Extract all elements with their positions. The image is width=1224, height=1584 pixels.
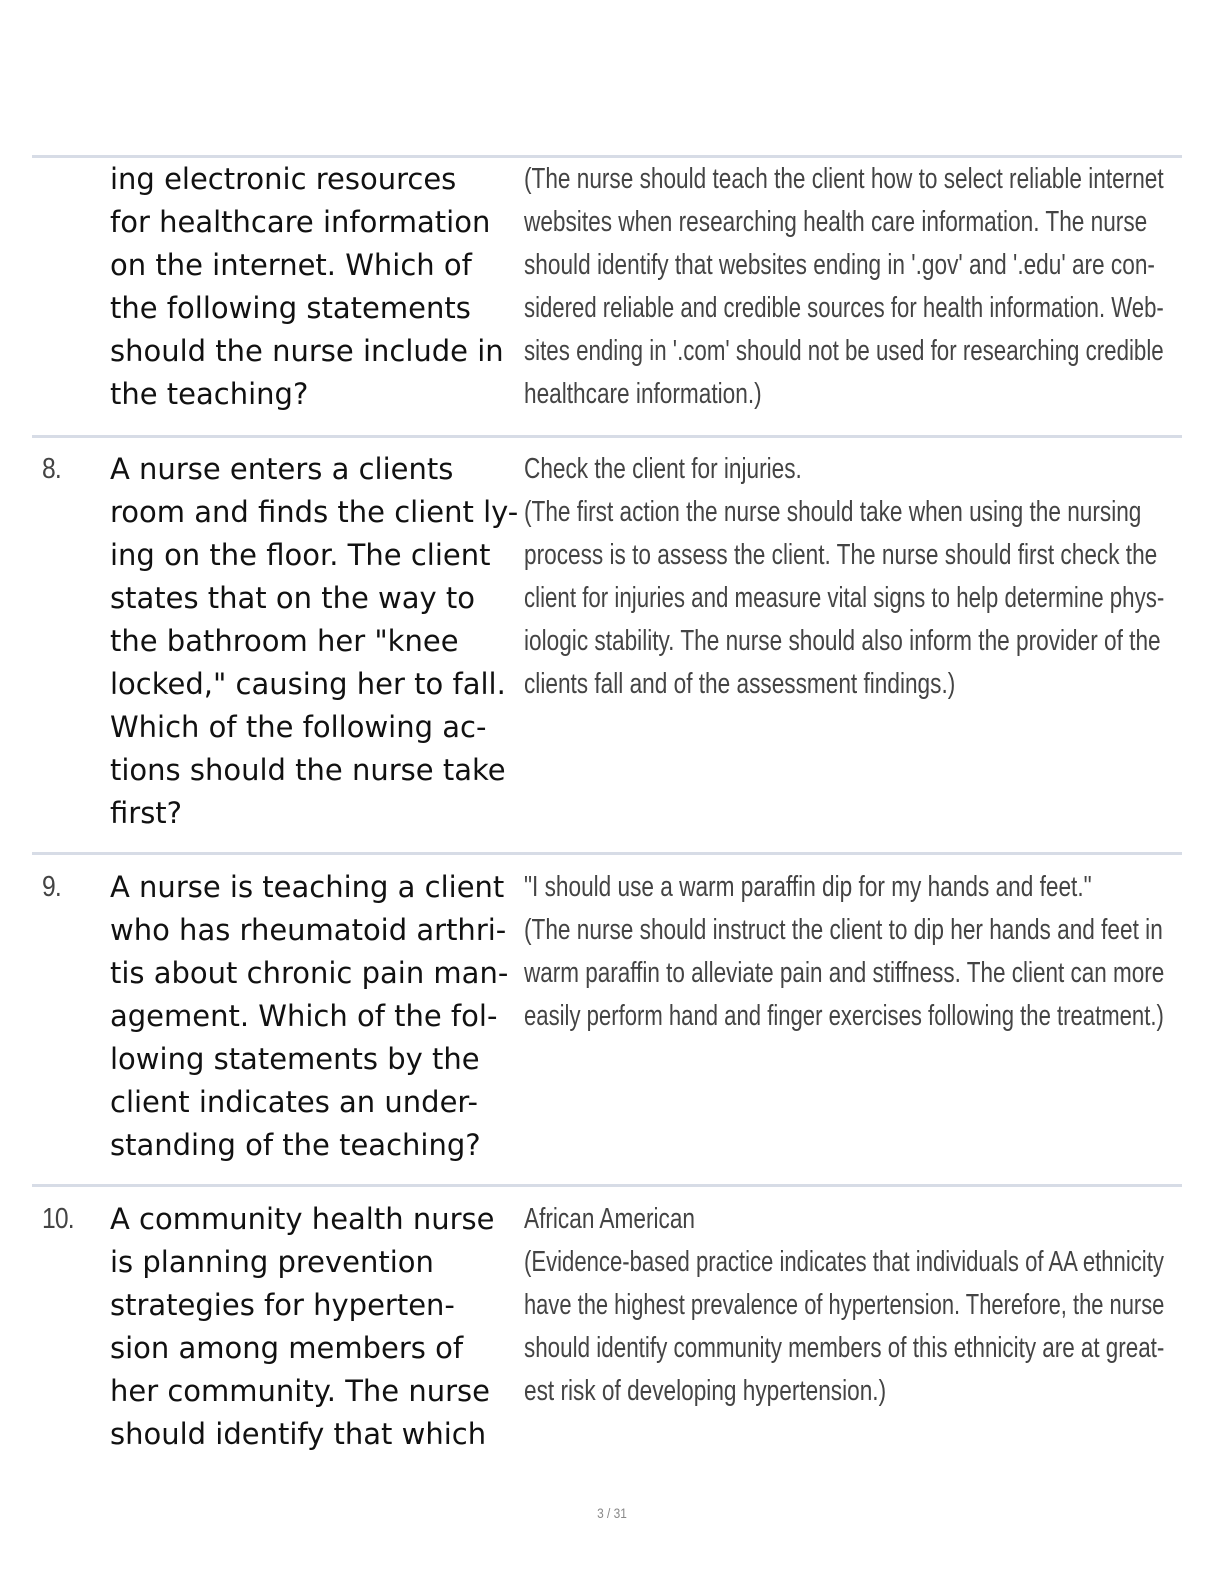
question-line: room and finds the client ly- (110, 495, 519, 529)
answer-line: "I should use a warm paraffin dip for my hands and feet." (524, 871, 1092, 903)
question-line: on the internet. Which of (110, 248, 472, 282)
answer-text (524, 158, 1184, 416)
answer-line: African American (524, 1203, 695, 1235)
row-divider (32, 435, 1182, 438)
answer-line: (The nurse should teach the client how to select reliable internet (524, 163, 1164, 195)
question-line: her community. The nurse (110, 1374, 490, 1408)
answer-line: iologic stability. The nurse should also inform the provider of the (524, 625, 1161, 657)
question-line: the following statements (110, 291, 471, 325)
question-line: A nurse enters a clients (110, 452, 454, 486)
question-line: sion among members of (110, 1331, 464, 1365)
item-number: 8. (42, 453, 61, 485)
question-line: is planning prevention (110, 1245, 434, 1279)
answer-line: sites ending in '.com' should not be used for researching credible (524, 335, 1164, 367)
question-line: should identify that which (110, 1417, 487, 1451)
question-text (110, 866, 530, 1167)
answer-line: est risk of developing hypertension.) (524, 1375, 887, 1407)
question-text (110, 158, 530, 416)
answer-text (524, 866, 1184, 1038)
answer-line: (The nurse should instruct the client to dip her hands and feet in (524, 914, 1163, 946)
question-line: strategies for hyperten- (110, 1288, 455, 1322)
question-line: for healthcare information (110, 205, 491, 239)
question-line: locked," causing her to fall. (110, 667, 506, 701)
question-line: Which of the following ac- (110, 710, 487, 744)
answer-line: process is to assess the client. The nurse should first check the (524, 539, 1158, 571)
answer-line: easily perform hand and finger exercises following the treatment.) (524, 1000, 1164, 1032)
answer-line: healthcare information.) (524, 378, 762, 410)
question-line: A nurse is teaching a client (110, 870, 505, 904)
row-divider (32, 852, 1182, 855)
question-line: ing on the floor. The client (110, 538, 491, 572)
answer-line: should identify that websites ending in '.gov' and '.edu' are con- (524, 249, 1155, 281)
answer-line: client for injuries and measure vital signs to help determine phys- (524, 582, 1165, 614)
item-number: 9. (42, 871, 61, 903)
answer-line: (Evidence-based practice indicates that individuals of AA ethnicity (524, 1246, 1164, 1278)
question-line: first? (110, 796, 183, 830)
answer-line: websites when researching health care information. The nurse (524, 206, 1148, 238)
question-line: standing of the teaching? (110, 1128, 481, 1162)
answer-line: warm paraffin to alleviate pain and stiffness. The client can more (524, 957, 1165, 989)
answer-line: have the highest prevalence of hypertension. Therefore, the nurse (524, 1289, 1165, 1321)
question-line: the teaching? (110, 377, 309, 411)
page-number: 3 / 31 (597, 1505, 627, 1521)
answer-line: sidered reliable and credible sources for health information. Web- (524, 292, 1164, 324)
question-line: A community health nurse (110, 1202, 495, 1236)
answer-line: Check the client for injuries. (524, 453, 802, 485)
question-line: states that on the way to (110, 581, 476, 615)
answer-line: clients fall and of the assessment findings.) (524, 668, 956, 700)
question-text (110, 1198, 530, 1456)
row-divider (32, 1184, 1182, 1187)
question-text (110, 448, 530, 835)
answer-text (524, 448, 1184, 706)
question-line: tions should the nurse take (110, 753, 506, 787)
question-line: ing electronic resources (110, 162, 457, 196)
answer-text (524, 1198, 1184, 1413)
question-line: agement. Which of the fol- (110, 999, 498, 1033)
answer-line: should identify community members of this ethnicity are at great- (524, 1332, 1165, 1364)
question-line: the bathroom her "knee (110, 624, 459, 658)
question-line: should the nurse include in (110, 334, 504, 368)
question-line: lowing statements by the (110, 1042, 480, 1076)
question-line: client indicates an under- (110, 1085, 478, 1119)
answer-line: (The first action the nurse should take when using the nursing (524, 496, 1142, 528)
item-number: 10. (42, 1203, 74, 1235)
question-line: who has rheumatoid arthri- (110, 913, 507, 947)
question-line: tis about chronic pain man- (110, 956, 509, 990)
